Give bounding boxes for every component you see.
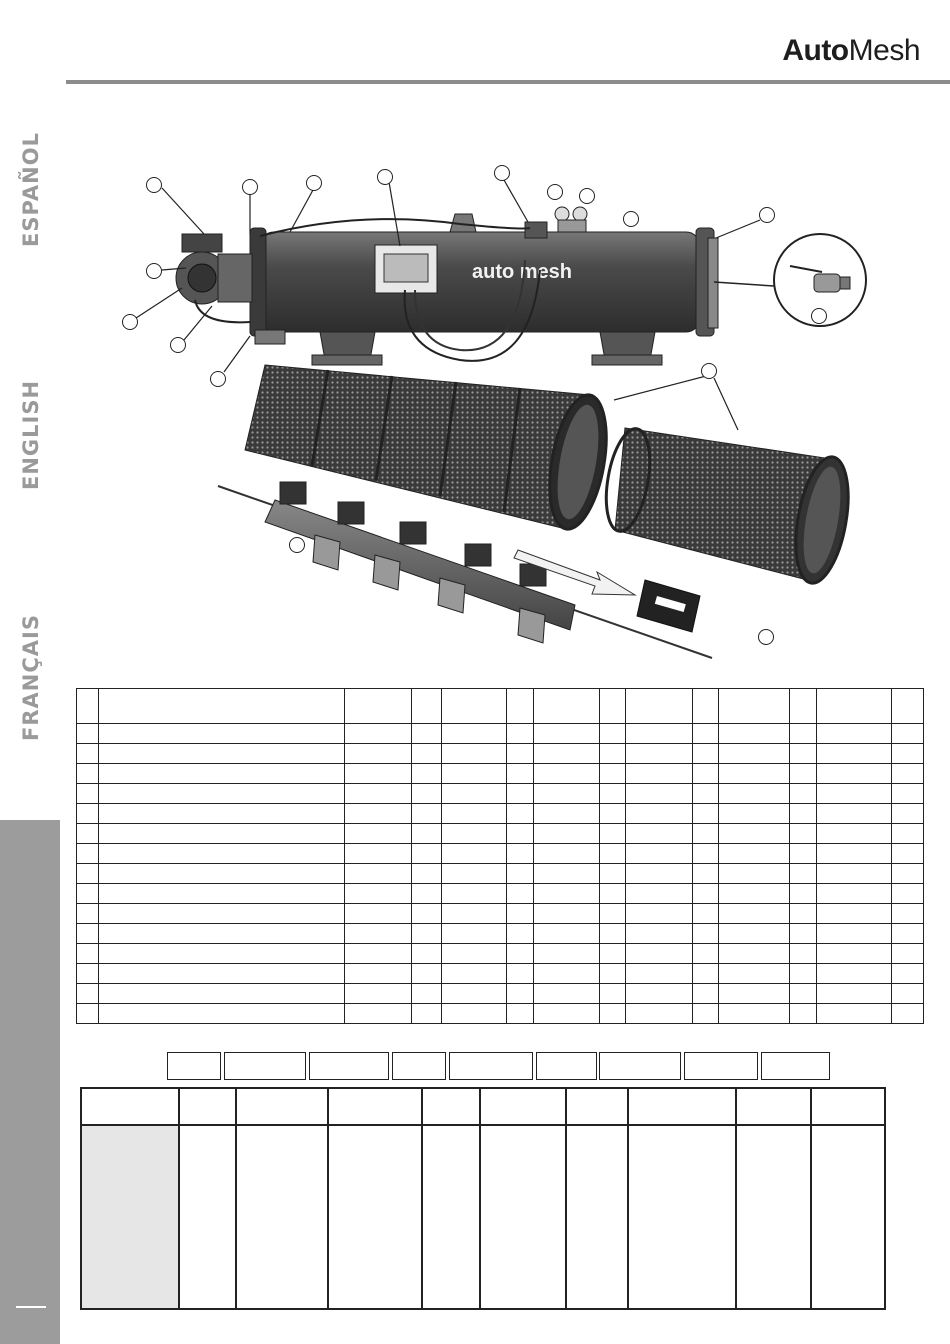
label-box: [392, 1052, 446, 1080]
callout-5: [495, 166, 510, 181]
label-box: [167, 1052, 221, 1080]
parts-table-header: [77, 689, 924, 724]
side-tab-active: [0, 820, 60, 1344]
callout-16: [290, 538, 305, 553]
table-row: [77, 844, 924, 864]
label-box: [536, 1052, 597, 1080]
page-number-dash: [16, 1306, 46, 1308]
table-row: [77, 944, 924, 964]
model-table-row: [81, 1125, 885, 1309]
table-row: [77, 744, 924, 764]
callout-9: [760, 208, 775, 223]
callout-17: [759, 630, 774, 645]
table-row: [77, 824, 924, 844]
table-row: [77, 784, 924, 804]
label-strip: [0, 1052, 950, 1082]
callout-14: [812, 309, 827, 324]
table-row: [77, 884, 924, 904]
table-row: [77, 1004, 924, 1024]
label-box: [684, 1052, 758, 1080]
callout-6: [548, 185, 563, 200]
label-box: [449, 1052, 533, 1080]
table-row: [77, 864, 924, 884]
brand-logo-light: Mesh: [848, 34, 920, 67]
label-box: [599, 1052, 681, 1080]
callout-2: [243, 180, 258, 195]
filter-tank: [250, 207, 718, 365]
brand-logo: [782, 34, 920, 68]
side-label-francais: FRANÇAIS: [19, 614, 43, 741]
product-illustration: [100, 150, 940, 680]
callout-10: [147, 264, 162, 279]
side-label-english: ENGLISH: [19, 379, 43, 491]
table-row: [77, 984, 924, 1004]
callout-13: [211, 372, 226, 387]
callout-12: [171, 338, 186, 353]
model-table-header: [81, 1088, 885, 1125]
callout-4: [378, 170, 393, 185]
parts-table: [76, 688, 924, 1024]
table-row: [77, 804, 924, 824]
table-row: [77, 904, 924, 924]
side-label-espanol: ESPAÑOL: [19, 132, 43, 248]
label-box: [761, 1052, 830, 1080]
callout-3: [307, 176, 322, 191]
callout-15: [702, 364, 717, 379]
callout-8: [624, 212, 639, 227]
table-row: [77, 924, 924, 944]
table-row: [77, 724, 924, 744]
product-exploded-view: [100, 150, 940, 680]
table-row: [77, 764, 924, 784]
label-box: [224, 1052, 306, 1080]
tank-logo: auto mesh: [472, 261, 573, 283]
brand-logo-bold: Auto: [782, 34, 849, 67]
callout-11: [123, 315, 138, 330]
filter-screen: [245, 365, 615, 533]
label-box: [309, 1052, 389, 1080]
header-rule: [66, 80, 950, 84]
callout-1: [147, 178, 162, 193]
model-table: [80, 1087, 886, 1310]
table-row: [77, 964, 924, 984]
callout-7: [580, 189, 595, 204]
fine-screen: [599, 425, 856, 587]
drain-valve-detail: [714, 234, 866, 326]
